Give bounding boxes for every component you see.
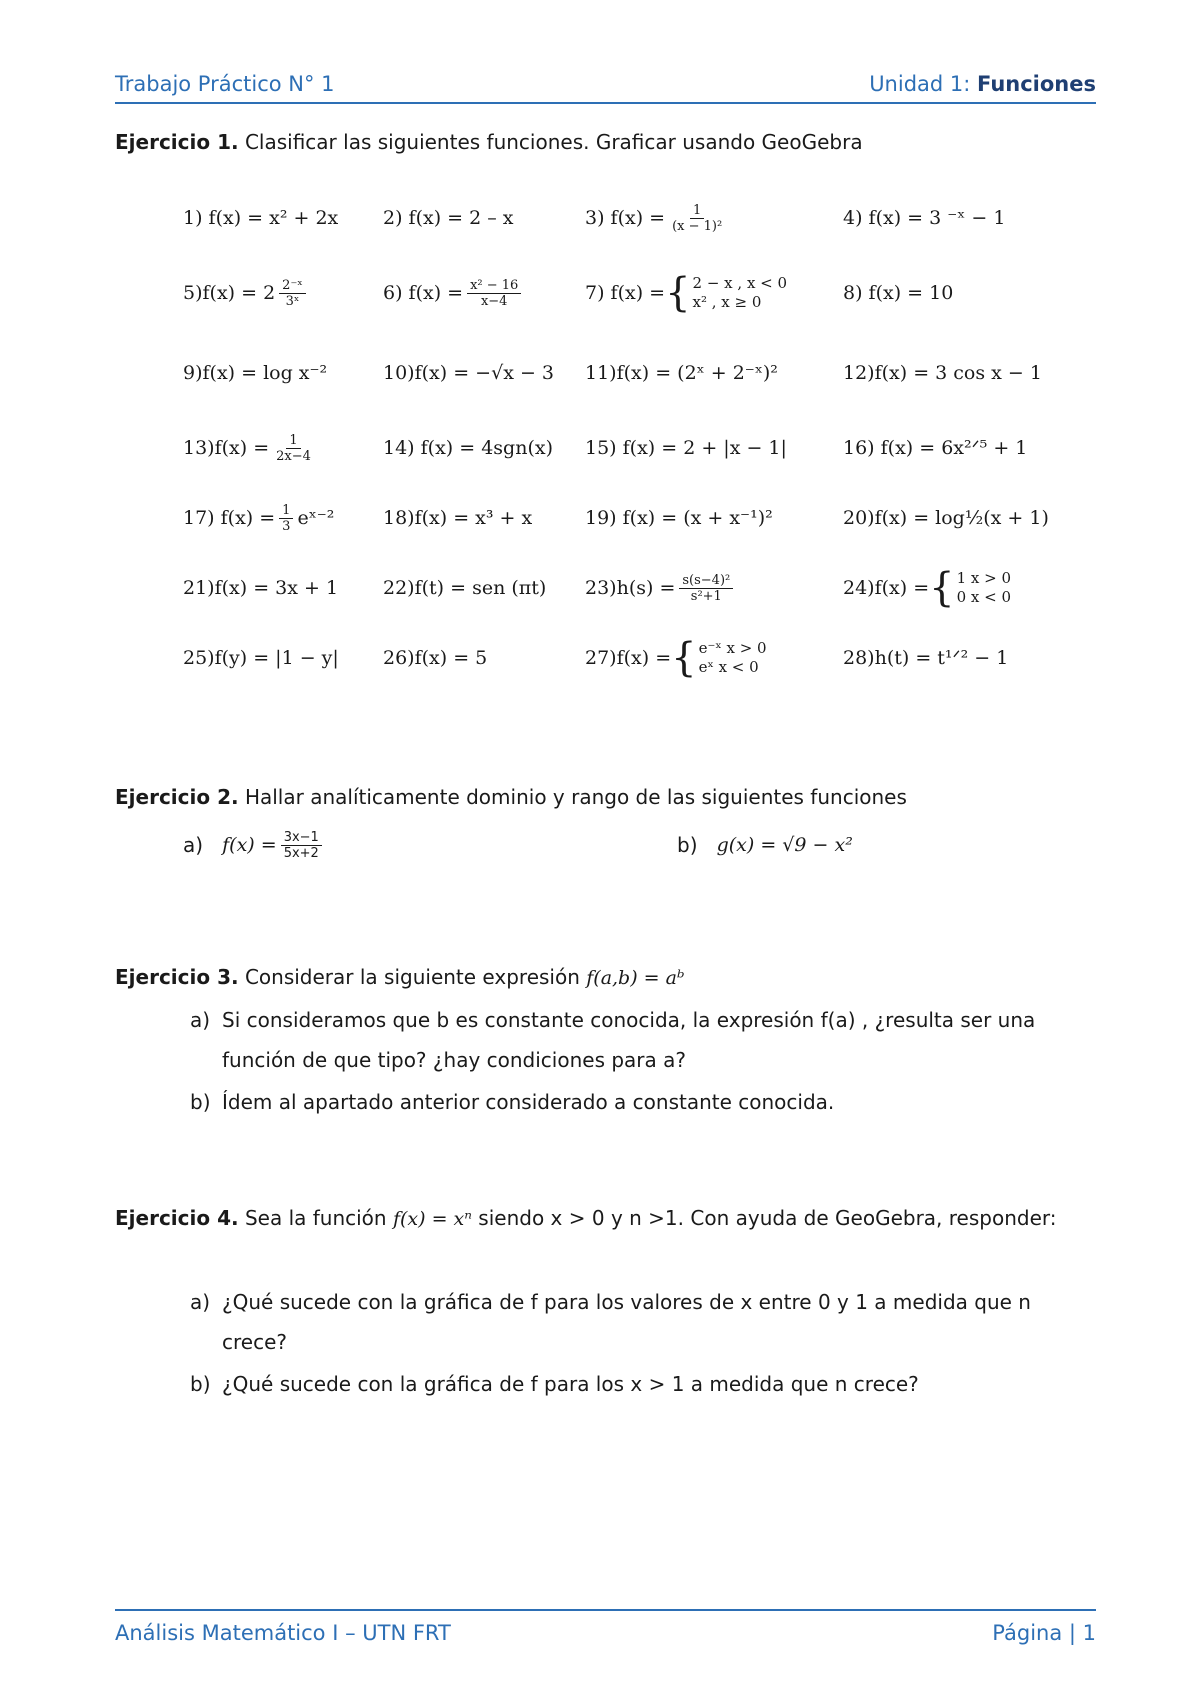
function-15: 15) f(x) = 2 + |x − 1| (585, 437, 787, 459)
functions-row (183, 253, 1103, 333)
function-8: 8) f(x) = 10 (843, 282, 954, 304)
function-2: 2) f(x) = 2 – x (383, 207, 514, 229)
function-19: 19) f(x) = (x + x⁻¹)² (585, 507, 773, 529)
header-right: Unidad 1: Funciones (869, 72, 1096, 96)
functions-row (183, 333, 1103, 413)
function-24: 24)f(x) = { 1 x > 0 0 x < 0 (843, 565, 1011, 611)
function-12: 12)f(x) = 3 cos x − 1 (843, 362, 1042, 384)
piecewise: { 2 − x , x < 0 x² , x ≥ 0 (665, 270, 788, 316)
function-17: 17) f(x) = $\frac{1}{3}$ eˣ⁻² (183, 502, 335, 534)
functions-row (183, 413, 1103, 483)
brace-icon: { (671, 635, 697, 681)
function-26: 26)f(x) = 5 (383, 647, 488, 669)
fraction: $\frac{1}{3}$ (279, 503, 293, 534)
function-16: 16) f(x) = 6x²ᐟ⁵ + 1 (843, 437, 1028, 459)
function-21: 21)f(x) = 3x + 1 (183, 577, 339, 599)
fraction: $\frac{\text{s(s−4)²}}{\text{s²+1}}$ (679, 573, 733, 604)
footer-left: Análisis Matemático I – UTN FRT (115, 1621, 451, 1645)
functions-row (183, 553, 1103, 623)
page-number: Página | 1 (992, 1621, 1096, 1645)
piecewise: { e⁻ˣ x > 0 eˣ x < 0 (671, 635, 767, 681)
function-14: 14) f(x) = 4sgn(x) (383, 437, 553, 459)
function-5: 5)f(x) = 2 $\frac{\text{2⁻ˣ}}{\text{3ˣ}}$ (183, 253, 310, 333)
exercise-4-statement: Ejercicio 4. Sea la función f(x) = xⁿ siendo x > 0 y n >1. Con ayuda de GeoGebra, responder: (115, 1206, 1057, 1230)
fraction: $\frac{1}{2x-4}$ (276, 432, 311, 464)
fraction: $\frac{1}{\text{(x − 1)²}}$ (672, 202, 723, 234)
exercise-3-item-a: a) Si consideramos que b es constante conocida, la expresión f(a) , ¿resulta ser una función de que tipo? ¿hay condiciones para a? (190, 1008, 1036, 1072)
fraction: $\frac{3x-1}{5x+2}$ (281, 830, 322, 861)
brace-icon: { (929, 565, 955, 611)
function-23: 23)h(s) = $\frac{\text{s(s−4)²}}{\text{s²+1}}$ (585, 553, 737, 623)
page-footer (115, 1609, 1096, 1651)
function-28: 28)h(t) = t¹ᐟ² − 1 (843, 647, 1009, 669)
exercise-3-title: Ejercicio 3. Considerar la siguiente expresión f(a,b) = aᵇ (115, 965, 685, 989)
header-left: Trabajo Práctico N° 1 (115, 72, 335, 96)
exercise-2-a: a) f(x) = $\frac{3x-1}{5x+2}$ (183, 820, 326, 870)
functions-grid (183, 183, 1103, 693)
function-22: 22)f(t) = sen (πt) (383, 577, 547, 599)
fraction: $\frac{\text{x² − 16}}{x-4}$ (467, 278, 521, 309)
function-13: 13)f(x) = $\frac{1}{2x-4}$ (183, 413, 318, 483)
exercise-2-title: Ejercicio 2. Hallar analíticamente dominio y rango de las siguientes funciones (115, 785, 907, 809)
brace-icon: { (665, 270, 691, 316)
function-4: 4) f(x) = 3 ⁻ˣ − 1 (843, 207, 1006, 229)
function-6: 6) f(x) = $\frac{\text{x² − 16}}{x-4}$ (383, 253, 525, 333)
function-9: 9)f(x) = log x⁻² (183, 362, 328, 384)
piecewise: { 1 x > 0 0 x < 0 (929, 565, 1011, 611)
function-7: 7) f(x) = { 2 − x , x < 0 x² , x ≥ 0 (585, 270, 788, 316)
exercise-4-item-b: b) ¿Qué sucede con la gráfica de f para los x > 1 a medida que n crece? (190, 1372, 919, 1396)
exercise-4-item-a: a) ¿Qué sucede con la gráfica de f para los valores de x entre 0 y 1 a medida que n crece? (190, 1290, 1031, 1354)
exercise-2-b: b) g(x) = √9 − x² (677, 833, 853, 857)
exercise-1-title: Ejercicio 1. Clasificar las siguientes funciones. Graficar usando GeoGebra (115, 130, 863, 154)
page-header (115, 72, 1096, 104)
fraction: $\frac{\text{2⁻ˣ}}{\text{3ˣ}}$ (279, 278, 306, 309)
functions-row (183, 183, 1103, 253)
functions-row (183, 623, 1103, 693)
function-3: 3) f(x) = $\frac{1}{\text{(x − 1)²}}$ (585, 183, 729, 253)
function-25: 25)f(y) = |1 − y| (183, 647, 339, 669)
function-18: 18)f(x) = x³ + x (383, 507, 533, 529)
function-1: 1) f(x) = x² + 2x (183, 207, 339, 229)
functions-row (183, 483, 1103, 553)
function-27: 27)f(x) = { e⁻ˣ x > 0 eˣ x < 0 (585, 635, 767, 681)
exercise-3-item-b: b) Ídem al apartado anterior considerado a constante conocida. (190, 1090, 835, 1114)
function-11: 11)f(x) = (2ˣ + 2⁻ˣ)² (585, 362, 778, 384)
function-20: 20)f(x) = log½(x + 1) (843, 507, 1049, 529)
function-10: 10)f(x) = −√x − 3 (383, 362, 554, 384)
